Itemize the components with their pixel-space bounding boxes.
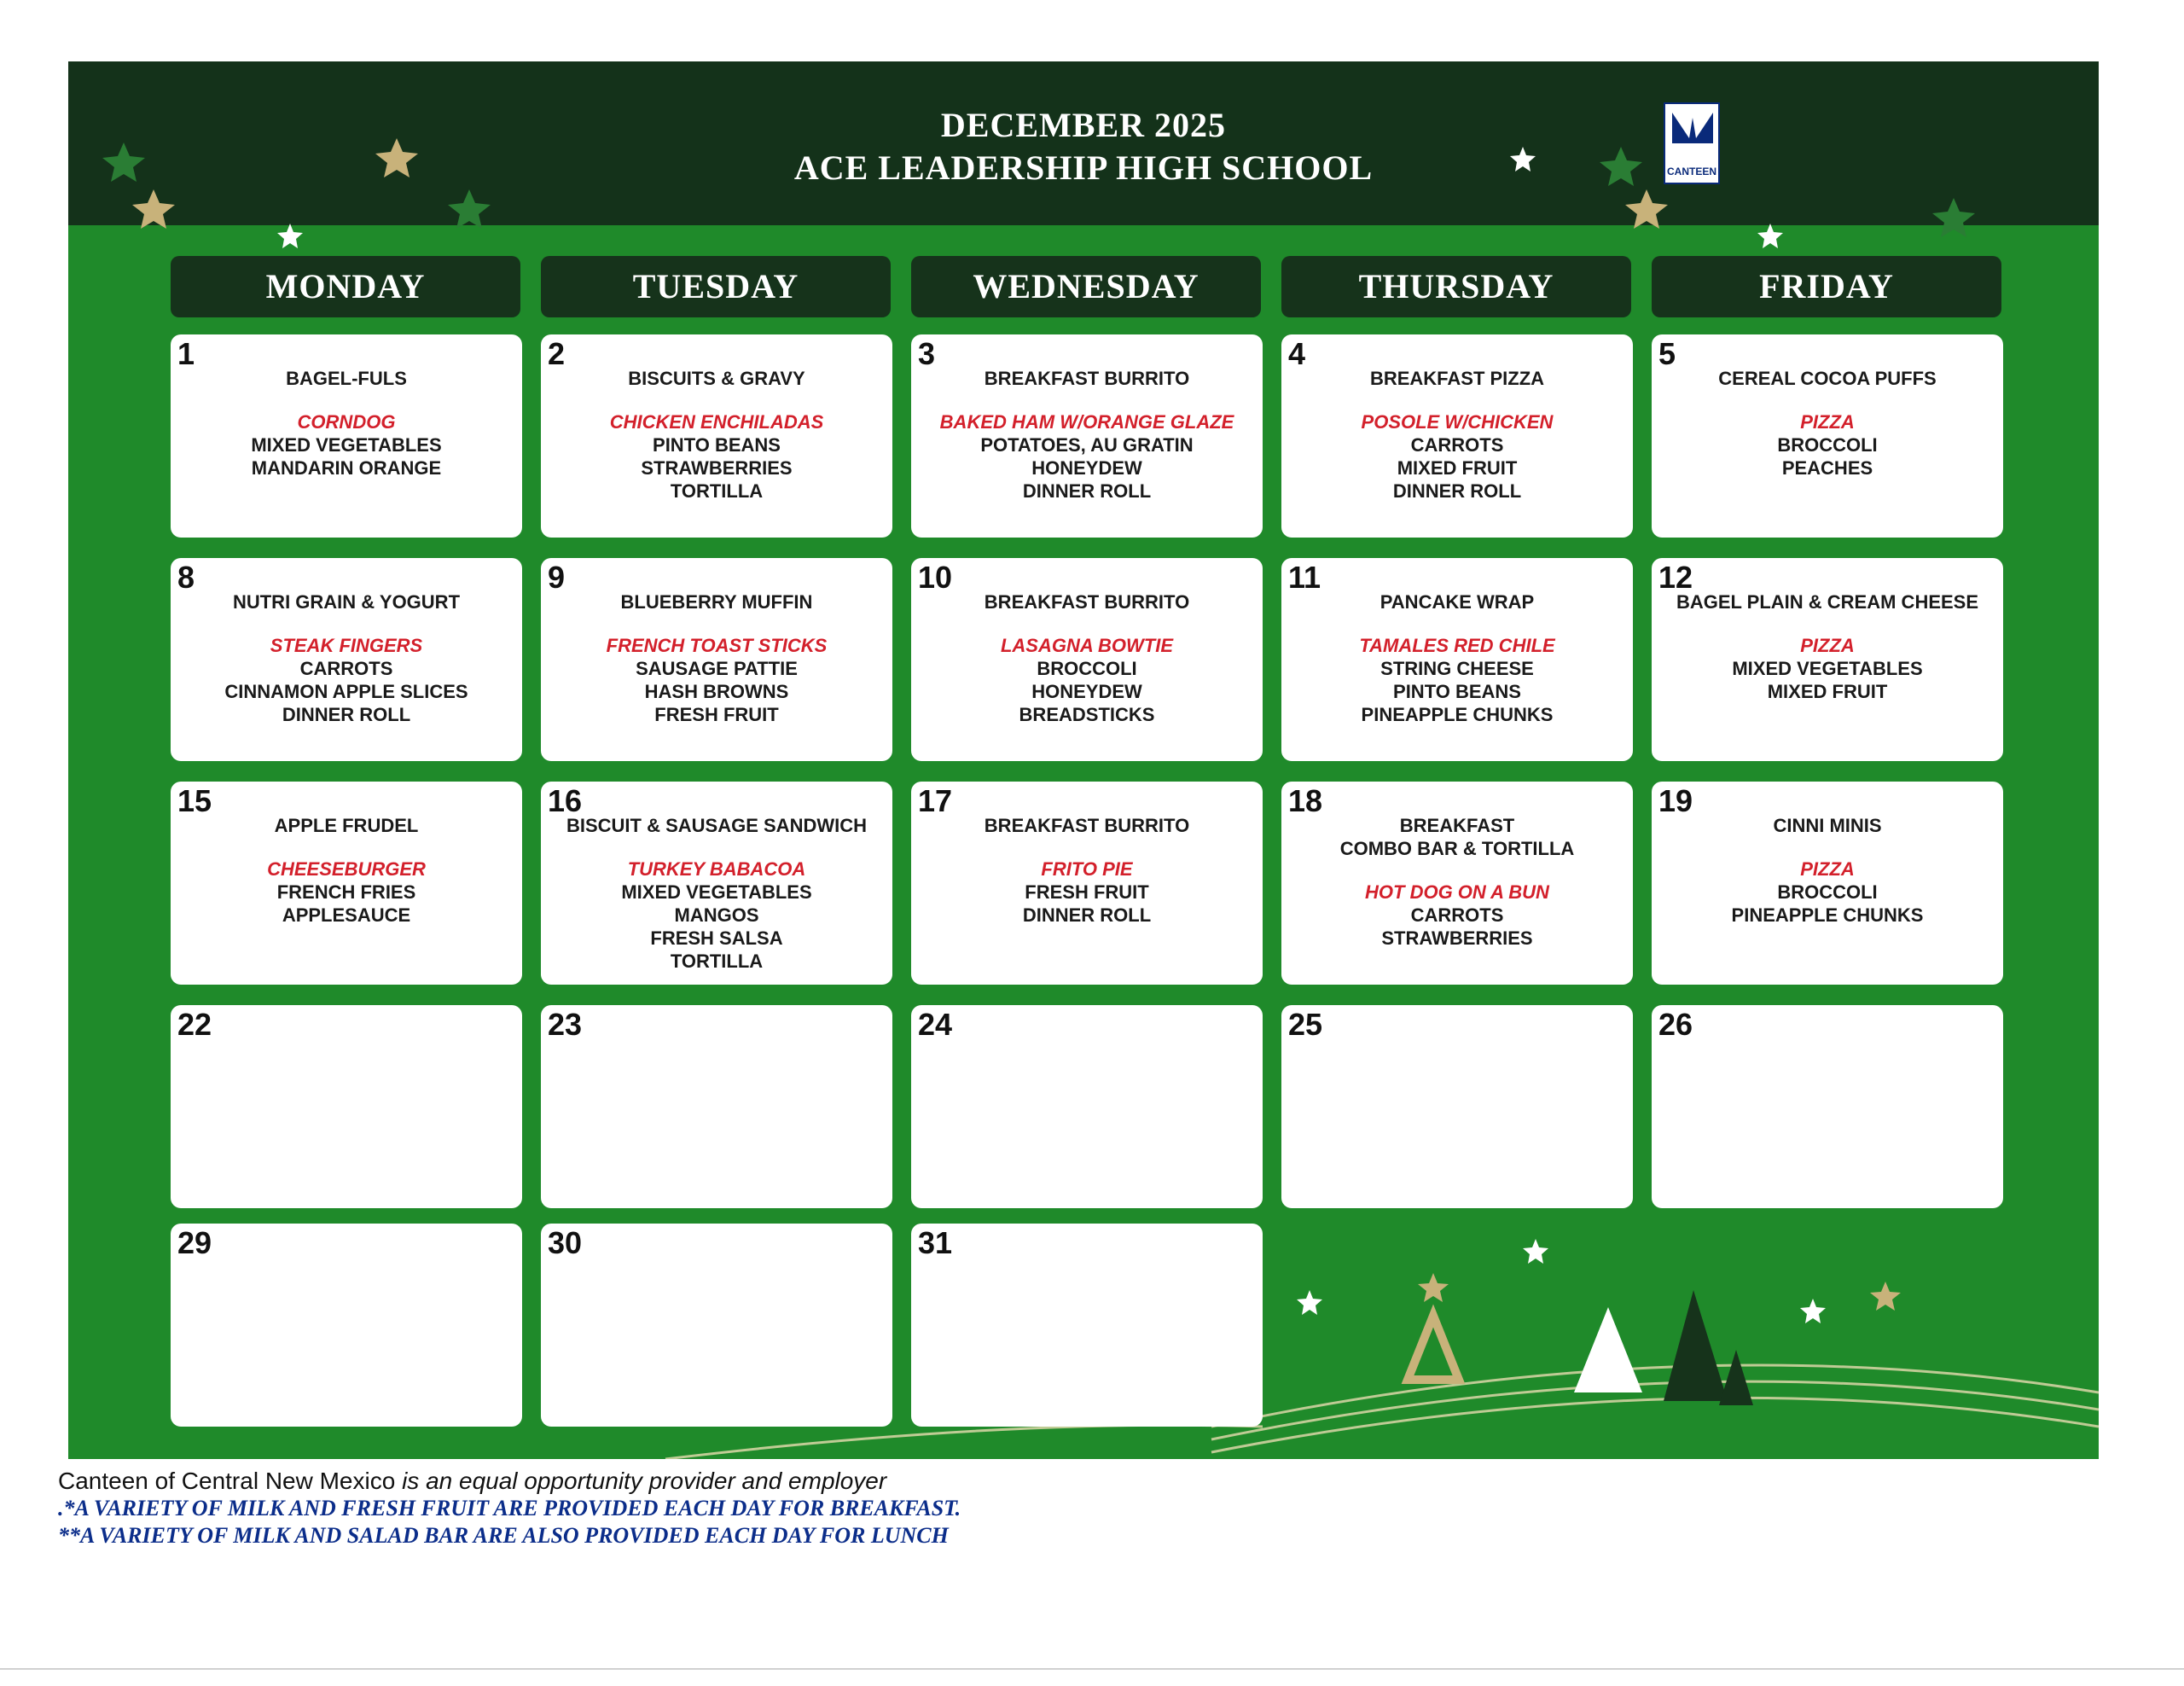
day-number: 15 (177, 783, 212, 818)
title-month: DECEMBER 2025 (940, 106, 1227, 144)
day-cell (171, 1224, 522, 1427)
breakfast-item: BISCUITS & GRAVY (628, 368, 805, 389)
menu-list (915, 367, 1259, 503)
day-number: 8 (177, 560, 195, 595)
side-item: CARROTS (1410, 434, 1504, 456)
breakfast-item: BISCUIT & SAUSAGE SANDWICH (566, 815, 867, 836)
lunch-entree: CHEESEBURGER (267, 858, 426, 880)
breakfast-note: .*A VARIETY OF MILK AND FRESH FRUIT ARE PROVIDED EACH DAY FOR BREAKFAST. (58, 1496, 961, 1520)
side-item: APPLESAUCE (282, 904, 411, 926)
side-item: BREADSTICKS (1019, 704, 1155, 725)
day-number: 2 (548, 336, 566, 371)
day-cell (1652, 558, 2003, 761)
breakfast-item: BLUEBERRY MUFFIN (620, 591, 813, 613)
breakfast-item: BREAKFAST BURRITO (984, 368, 1190, 389)
side-item: PINEAPPLE CHUNKS (1361, 704, 1554, 725)
day-cell (911, 334, 1263, 538)
breakfast-item: BAGEL PLAIN & CREAM CHEESE (1676, 591, 1979, 613)
menu-list (544, 367, 889, 503)
day-number: 12 (1658, 560, 1693, 595)
lunch-entree: HOT DOG ON A BUN (1365, 881, 1549, 903)
menu-list (1655, 814, 2000, 927)
menu-list (174, 590, 519, 726)
side-item: MIXED VEGETABLES (251, 434, 442, 456)
day-cell (541, 558, 892, 761)
day-cell (541, 1224, 892, 1427)
day-number: 5 (1658, 336, 1676, 371)
day-number: 30 (548, 1225, 583, 1260)
canteen-logo-icon (1669, 109, 1716, 160)
lunch-entree: FRENCH TOAST STICKS (606, 635, 828, 656)
day-number: 29 (177, 1225, 212, 1260)
menu-list (1655, 367, 2000, 480)
breakfast-item: BREAKFAST PIZZA (1369, 368, 1545, 389)
side-item: MIXED VEGETABLES (1732, 658, 1923, 679)
menu-list (544, 590, 889, 726)
day-cell (1281, 558, 1633, 761)
side-item: TORTILLA (670, 951, 764, 972)
side-item: PINTO BEANS (653, 434, 781, 456)
side-item: MANGOS (674, 904, 759, 926)
weekday-header-thursday: THURSDAY (1281, 256, 1631, 317)
side-item: HONEYDEW (1031, 681, 1142, 702)
lunch-entree: FRITO PIE (1041, 858, 1133, 880)
breakfast-item: APPLE FRUDEL (274, 815, 419, 836)
title-school: ACE LEADERSHIP HIGH SCHOOL (793, 148, 1374, 187)
day-cell (171, 334, 522, 538)
side-item: PINTO BEANS (1393, 681, 1521, 702)
day-number: 31 (918, 1225, 953, 1260)
day-number: 19 (1658, 783, 1693, 818)
day-cell (1652, 782, 2003, 985)
side-item: DINNER ROLL (1022, 904, 1152, 926)
menu-list (1285, 367, 1629, 503)
day-cell (171, 782, 522, 985)
side-item: CARROTS (299, 658, 393, 679)
day-cell (911, 1224, 1263, 1427)
side-item: MIXED FRUIT (1397, 457, 1518, 479)
day-number: 4 (1288, 336, 1306, 371)
calendar-poster (68, 61, 2099, 1459)
side-item: HASH BROWNS (644, 681, 789, 702)
side-item: FRENCH FRIES (276, 881, 416, 903)
calendar-title (68, 104, 2099, 189)
menu-list (1285, 814, 1629, 950)
menu-list (1285, 590, 1629, 726)
weekday-header-wednesday: WEDNESDAY (911, 256, 1261, 317)
equal-opportunity-statement (58, 1468, 961, 1495)
day-cell (1281, 334, 1633, 538)
side-item: MIXED FRUIT (1767, 681, 1888, 702)
day-number: 26 (1658, 1007, 1693, 1042)
side-item: STRAWBERRIES (641, 457, 793, 479)
side-item: MANDARIN ORANGE (251, 457, 442, 479)
day-cell (171, 1005, 522, 1208)
side-item: SAUSAGE PATTIE (636, 658, 798, 679)
breakfast-item: BREAKFAST COMBO BAR & TORTILLA (1339, 815, 1575, 859)
lunch-entree: LASAGNA BOWTIE (1000, 635, 1174, 656)
day-number: 24 (918, 1007, 953, 1042)
side-item: DINNER ROLL (282, 704, 411, 725)
breakfast-item: CINNI MINIS (1773, 815, 1882, 836)
side-item: HONEYDEW (1031, 457, 1142, 479)
day-number: 23 (548, 1007, 583, 1042)
canteen-logo (1664, 102, 1720, 184)
side-item: STRING CHEESE (1380, 658, 1534, 679)
day-cell (171, 558, 522, 761)
day-cell (541, 1005, 892, 1208)
side-item: MIXED VEGETABLES (621, 881, 812, 903)
weekday-header-friday: FRIDAY (1652, 256, 2001, 317)
day-cell (1281, 782, 1633, 985)
side-item: DINNER ROLL (1022, 480, 1152, 502)
menu-list (1655, 590, 2000, 703)
lunch-entree: PIZZA (1800, 635, 1855, 656)
provider-statement: is an equal opportunity provider and employer (402, 1468, 887, 1494)
side-item: FRESH FRUIT (1025, 881, 1149, 903)
lunch-entree: CHICKEN ENCHILADAS (609, 411, 824, 433)
side-item: CINNAMON APPLE SLICES (224, 681, 468, 702)
day-number: 25 (1288, 1007, 1323, 1042)
weekday-header-tuesday: TUESDAY (541, 256, 891, 317)
lunch-entree: CORNDOG (297, 411, 396, 433)
day-number: 17 (918, 783, 953, 818)
day-cell (911, 558, 1263, 761)
day-number: 1 (177, 336, 195, 371)
breakfast-item: BREAKFAST BURRITO (984, 591, 1190, 613)
logo-text: CANTEEN (1666, 166, 1716, 177)
day-number: 3 (918, 336, 936, 371)
day-cell (1652, 1005, 2003, 1208)
lunch-note: **A VARIETY OF MILK AND SALAD BAR ARE ALSO PROVIDED EACH DAY FOR LUNCH (58, 1523, 949, 1548)
menu-list (915, 590, 1259, 726)
lunch-entree: STEAK FINGERS (270, 635, 423, 656)
lunch-entree: TAMALES RED CHILE (1359, 635, 1555, 656)
menu-list (915, 814, 1259, 927)
side-item: STRAWBERRIES (1381, 927, 1533, 949)
day-number: 18 (1288, 783, 1323, 818)
lunch-entree: TURKEY BABACOA (627, 858, 806, 880)
side-item: CARROTS (1410, 904, 1504, 926)
side-item: POTATOES, AU GRATIN (980, 434, 1194, 456)
day-cell (1652, 334, 2003, 538)
day-number: 22 (177, 1007, 212, 1042)
breakfast-item: BREAKFAST BURRITO (984, 815, 1190, 836)
breakfast-item: CEREAL COCOA PUFFS (1718, 368, 1937, 389)
lunch-entree: POSOLE W/CHICKEN (1361, 411, 1554, 433)
day-cell (541, 782, 892, 985)
side-item: BROCCOLI (1777, 434, 1878, 456)
day-cell (911, 782, 1263, 985)
day-cell (911, 1005, 1263, 1208)
lunch-entree: BAKED HAM W/ORANGE GLAZE (939, 411, 1234, 433)
menu-list (544, 814, 889, 973)
day-number: 16 (548, 783, 583, 818)
weekday-header-monday: MONDAY (171, 256, 520, 317)
breakfast-item: NUTRI GRAIN & YOGURT (232, 591, 461, 613)
side-item: BROCCOLI (1037, 658, 1137, 679)
side-item: FRESH SALSA (650, 927, 783, 949)
side-item: DINNER ROLL (1392, 480, 1522, 502)
day-number: 9 (548, 560, 566, 595)
footer-notes (58, 1468, 961, 1549)
breakfast-item: BAGEL-FULS (286, 368, 407, 389)
side-item: FRESH FRUIT (654, 704, 779, 725)
side-item: PINEAPPLE CHUNKS (1731, 904, 1924, 926)
lunch-entree: PIZZA (1800, 411, 1855, 433)
menu-list (174, 367, 519, 480)
provider-name: Canteen of Central New Mexico (58, 1468, 403, 1494)
day-cell (1281, 1005, 1633, 1208)
page-bottom-rule (0, 1668, 2184, 1670)
day-cell (541, 334, 892, 538)
menu-list (174, 814, 519, 927)
side-item: BROCCOLI (1777, 881, 1878, 903)
breakfast-item: PANCAKE WRAP (1380, 591, 1535, 613)
day-number: 10 (918, 560, 953, 595)
side-item: PEACHES (1781, 457, 1873, 479)
day-number: 11 (1288, 560, 1321, 595)
lunch-entree: PIZZA (1800, 858, 1855, 880)
side-item: TORTILLA (670, 480, 764, 502)
